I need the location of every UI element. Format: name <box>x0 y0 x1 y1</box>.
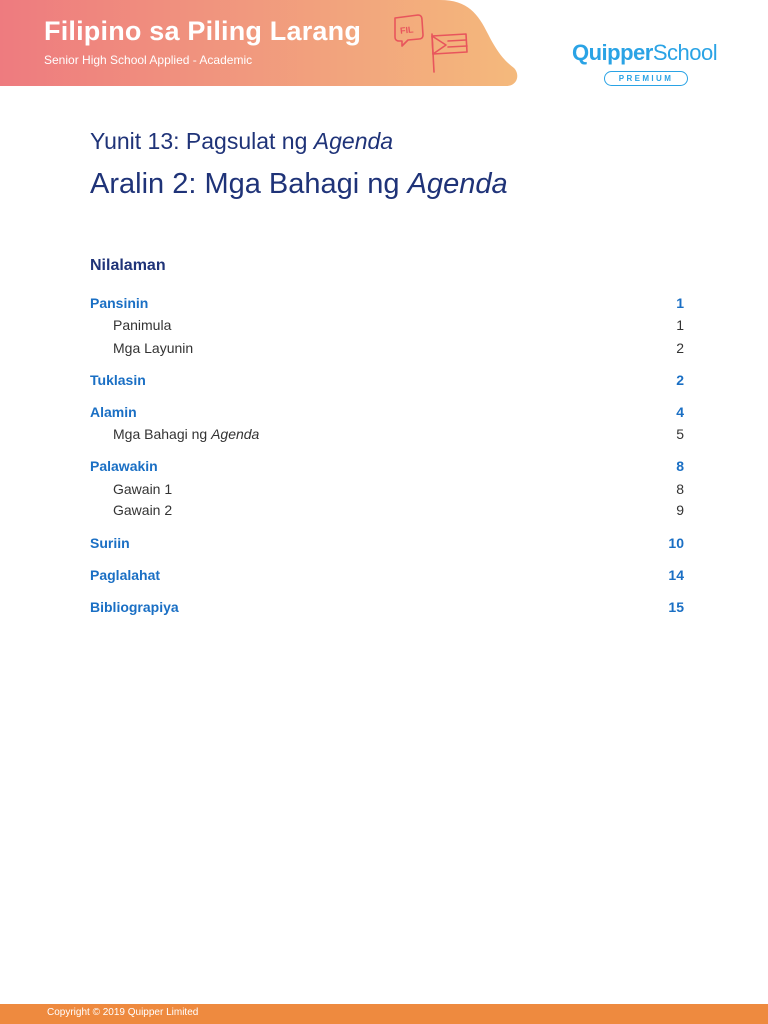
logo-wordmark <box>572 40 717 66</box>
toc-label: Tuklasin <box>90 372 146 388</box>
toc-label <box>113 424 259 444</box>
toc-section-tuklasin[interactable] <box>90 370 684 390</box>
bubble-label: FIL <box>399 24 414 36</box>
footer-bar <box>0 1004 768 1024</box>
toc-label: Paglalahat <box>90 567 161 583</box>
flag-icon <box>432 34 467 72</box>
toc-section-alamin[interactable] <box>90 402 684 422</box>
toc-page-number: 14 <box>668 567 684 583</box>
banner-icons <box>390 10 480 81</box>
logo-brand-bold: Quipper <box>572 40 653 65</box>
toc-page-number: 8 <box>676 481 684 497</box>
unit-title <box>90 128 393 155</box>
course-subtitle: Senior High School Applied - Academic <box>44 53 253 67</box>
header-banner <box>0 0 520 86</box>
toc-section-bibliograpiya[interactable] <box>90 597 684 617</box>
premium-badge: PREMIUM <box>604 71 688 86</box>
toc-page-number: 9 <box>676 502 684 518</box>
toc-label: Panimula <box>113 317 172 333</box>
toc-sub-panimula[interactable] <box>90 315 684 335</box>
lesson-title-text: Aralin 2: Mga Bahagi ng <box>90 168 408 200</box>
copyright-text: Copyright © 2019 Quipper Limited <box>47 1007 199 1018</box>
toc-label: Mga Layunin <box>113 340 194 356</box>
toc-page-number: 1 <box>676 295 684 311</box>
toc-label: Gawain 2 <box>113 502 173 518</box>
toc-page-number: 15 <box>668 599 684 615</box>
logo-brand-regular: School <box>652 40 718 65</box>
toc-page-number: 2 <box>676 340 684 356</box>
toc-section-palawakin[interactable] <box>90 456 684 476</box>
unit-title-text: Yunit 13: Pagsulat ng <box>90 128 314 154</box>
toc-label: Bibliograpiya <box>90 599 179 615</box>
toc-page-number: 8 <box>676 458 684 474</box>
toc-label: Palawakin <box>90 458 158 474</box>
quipper-school-logo <box>572 40 732 90</box>
toc-page-number: 1 <box>676 317 684 333</box>
banner-illustration <box>390 10 480 76</box>
unit-title-italic: Agenda <box>313 128 394 154</box>
toc-label: Gawain 1 <box>113 481 173 497</box>
toc-sub-mga-bahagi-ng-agenda[interactable] <box>90 424 684 444</box>
course-title: Filipino sa Piling Larang <box>44 16 362 46</box>
toc-label: Pansinin <box>90 295 149 311</box>
toc-page-number: 10 <box>668 535 684 551</box>
toc-section-pansinin[interactable] <box>90 293 684 313</box>
toc-heading: Nilalaman <box>90 257 166 274</box>
lesson-title-italic: Agenda <box>407 168 508 200</box>
toc-label-text: Mga Bahagi ng <box>113 426 212 442</box>
toc-page-number: 2 <box>676 372 684 388</box>
toc-sub-gawain-2[interactable] <box>90 500 684 520</box>
toc-page-number: 4 <box>676 404 684 420</box>
toc-section-paglalahat[interactable] <box>90 565 684 585</box>
toc-section-suriin[interactable] <box>90 533 684 553</box>
toc-label-italic: Agenda <box>211 426 260 442</box>
toc-label: Alamin <box>90 404 137 420</box>
toc-page-number: 5 <box>676 426 684 442</box>
toc-sub-mga-layunin[interactable] <box>90 338 684 358</box>
toc-label: Suriin <box>90 535 130 551</box>
toc-sub-gawain-1[interactable] <box>90 479 684 499</box>
speech-bubble-icon <box>395 15 423 46</box>
lesson-title <box>90 168 508 201</box>
